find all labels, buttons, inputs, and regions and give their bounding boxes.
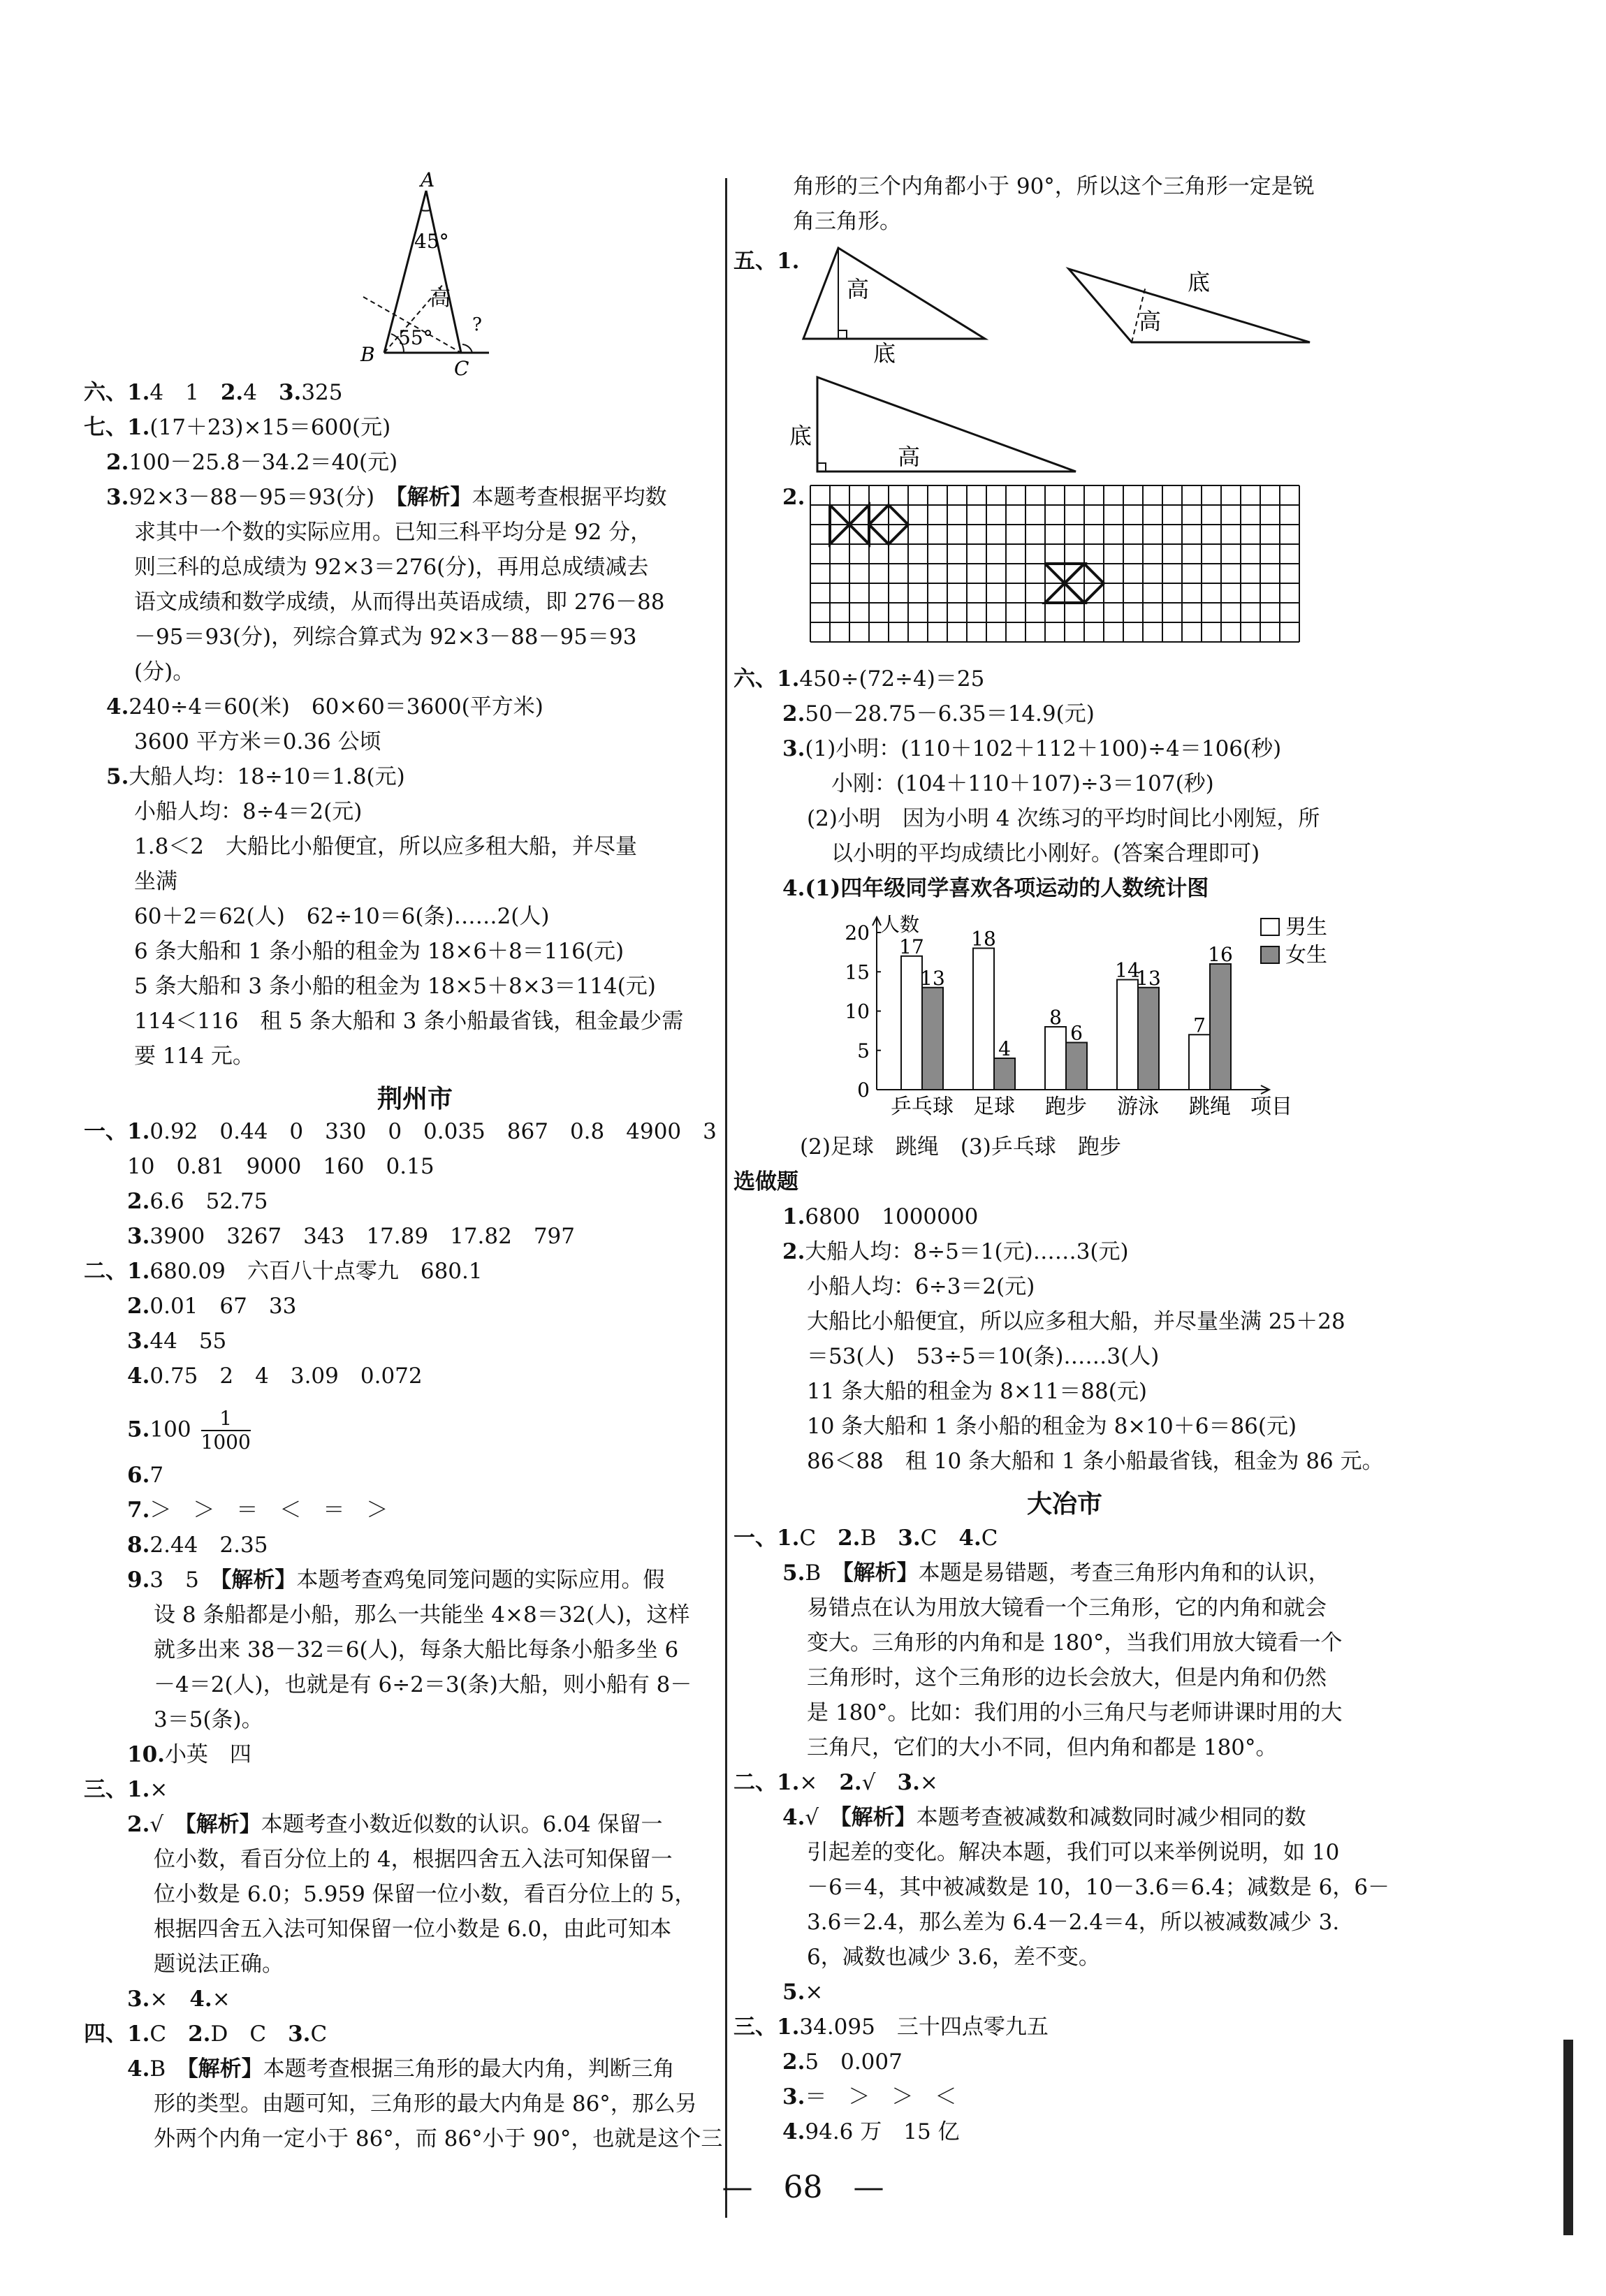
bar-value-label: 16 [1208, 943, 1233, 966]
o2e: 11 条大船的租金为 8×11＝88(元) [807, 1379, 1147, 1404]
l7-4a [106, 692, 543, 722]
d1-5a [782, 1558, 1330, 1588]
l7-1 [84, 412, 390, 443]
text: B [805, 1560, 843, 1586]
height-label: 高 [430, 286, 451, 311]
bar-boys [901, 956, 922, 1090]
bar-value-label: 8 [1049, 1006, 1062, 1029]
text: 本题考查小数近似数的认识。6.04 保留一 [261, 1812, 663, 1837]
q-num: 5. [782, 1560, 805, 1586]
text: C [149, 2021, 189, 2047]
text: √ [149, 1812, 186, 1837]
q-num: 2. [782, 2049, 805, 2075]
q-num: 5. [106, 764, 129, 789]
text: × [805, 1980, 824, 2005]
text: B [860, 1526, 898, 1551]
category-label: 跑步 [1045, 1095, 1087, 1119]
text: 100－25.8－34.2＝40(元) [129, 450, 398, 475]
text: ＝ ＞ ＞ ＜ [805, 2084, 957, 2109]
fig2-base-label: 底 [1188, 269, 1211, 295]
text: 2.44 2.35 [149, 1533, 268, 1558]
q-num: 2. [839, 1770, 862, 1795]
bar-girls [1210, 964, 1231, 1090]
d2-4a [782, 1802, 1306, 1833]
j2-6 [127, 1460, 163, 1491]
page-number: — 68 — [722, 2170, 884, 2205]
analysis-tag: 【解析】 [396, 485, 472, 510]
l7-3a [106, 482, 667, 513]
text: (1)小明：(110＋102＋112＋100)÷4＝106(秒) [805, 736, 1282, 761]
o1 [782, 1201, 978, 1232]
angle-c-arc [462, 344, 472, 353]
o2g: 86＜88 租 10 条大船和 1 条小船最省钱，租金为 86 元。 [807, 1449, 1384, 1474]
y-tick-label: 20 [845, 921, 870, 944]
bar-girls [1138, 988, 1159, 1090]
fig3-height-label: 高 [898, 444, 921, 470]
text: × [149, 1987, 190, 2012]
j3-2e: 题说法正确。 [154, 1952, 284, 1977]
category-label: 游泳 [1117, 1095, 1159, 1119]
question-mark: ? [472, 314, 482, 335]
d3-1 [733, 2012, 1049, 2042]
bar-boys [1189, 1034, 1210, 1090]
text: C [981, 1526, 998, 1551]
q-num: 3. [288, 2021, 311, 2047]
j1-1b: 10 0.81 9000 160 0.15 [127, 1154, 435, 1179]
fig3-base-label: 底 [789, 423, 812, 449]
q-num: 1. [782, 1204, 805, 1229]
q-num: 3. [898, 1526, 921, 1551]
fig2-height-label: 高 [1139, 308, 1162, 335]
d1-5b: 易错点在认为用放大镜看一个三角形，它的内角和就会 [807, 1595, 1327, 1621]
angle-45: 45° [414, 230, 449, 253]
d1-1 [733, 1523, 998, 1553]
q-num: 3. [897, 1770, 920, 1795]
text: × [919, 1770, 938, 1795]
q-num: 四、1. [84, 2021, 150, 2047]
j1-2 [127, 1186, 268, 1217]
text: 680.09 六百八十点零九 680.1 [149, 1259, 483, 1284]
q-num: 7. [127, 1498, 150, 1523]
angle-55: 55° [398, 326, 433, 349]
text: 3 5 [149, 1567, 221, 1593]
text: ＞ ＞ ＝ ＜ ＝ ＞ [149, 1498, 388, 1523]
j2-9b: 设 8 条船都是小船，那么一共能坐 4×8＝32(人)，这样 [154, 1602, 690, 1628]
l7-5e: 60＋2＝62(人) 62÷10＝6(条)……2(人) [134, 904, 550, 929]
r6-3d: 以小明的平均成绩比小刚好。(答案合理即可) [831, 841, 1260, 866]
o2a [782, 1236, 1129, 1267]
j2-5 [127, 1407, 251, 1454]
j2-7 [127, 1495, 388, 1526]
j3-2b: 位小数，看百分位上的 4，根据四舍五入法可知保留一 [154, 1847, 673, 1872]
j3-2a [127, 1809, 663, 1840]
j2-9c: 就多出来 38－32＝6(人)，每条大船比每条小船多坐 6 [154, 1637, 679, 1662]
text: 94.6 万 15 亿 [805, 2119, 960, 2144]
r5-label: 五、1. [733, 249, 800, 274]
bar-boys [1117, 980, 1138, 1090]
q-num: 4. [782, 1805, 805, 1830]
q-num: 3. [127, 1329, 150, 1354]
legend-swatch [1261, 946, 1279, 963]
page-number-value: 68 [783, 2170, 823, 2205]
l7-3d: 语文成绩和数学成绩，从而得出英语成绩，即 276－88 [134, 590, 665, 615]
text: C [799, 1526, 838, 1551]
bar-value-label: 6 [1070, 1021, 1083, 1045]
triangle-figure [314, 168, 608, 381]
bar-value-label: 7 [1193, 1014, 1206, 1037]
vertex-c: C [454, 357, 469, 380]
text: (17＋23)×15＝600(元) [149, 415, 391, 440]
l7-5g: 5 条大船和 3 条小船的租金为 18×5＋8×3＝114(元) [134, 974, 656, 999]
text: 本题考查根据三角形的最大内角，判断三角 [263, 2056, 675, 2082]
text: D C [210, 2021, 289, 2047]
j2-9d: －4＝2(人)，也就是有 6÷2＝3(条)大船，则小船有 8－ [154, 1672, 692, 1697]
l7-5c: 1.8＜2 大船比小船便宜，所以应多租大船，并尽量 [134, 834, 638, 859]
l7-5h: 114＜116 租 5 条大船和 3 条小船最省钱，租金最少需 [134, 1009, 684, 1034]
q-num: 9. [127, 1567, 150, 1593]
fig1-right-angle [838, 330, 847, 339]
j4-4a [127, 2054, 675, 2084]
q-num: 4. [958, 1526, 981, 1551]
text: 6.6 52.75 [149, 1189, 268, 1214]
r6-3c: (2)小明 因为小明 4 次练习的平均时间比小刚短，所 [807, 806, 1320, 831]
q-num: 3. [278, 380, 302, 405]
bar-value-label: 4 [998, 1037, 1011, 1060]
bar-value-label: 14 [1115, 958, 1140, 982]
text: × [799, 1770, 840, 1795]
o2d: ＝53(人) 53÷5＝10(条)……3(人) [807, 1344, 1160, 1369]
vertex-b: B [360, 343, 375, 366]
l7-3b: 求其中一个数的实际应用。已知三科平均分是 92 分， [134, 520, 652, 545]
text: 本题考查鸡兔同笼问题的实际应用。假 [296, 1567, 665, 1593]
analysis-tag: 【解析】 [187, 2056, 263, 2082]
r-top2: 角三角形。 [793, 209, 901, 234]
text: 44 55 [149, 1329, 227, 1354]
text: 大船人均：8÷5＝1(元)……3(元) [805, 1239, 1129, 1264]
text: C [920, 1526, 959, 1551]
j2-4 [127, 1361, 423, 1391]
q-num: 3. [782, 736, 805, 761]
q-num: 2. [127, 1294, 150, 1319]
text: 50－28.75－6.35＝14.9(元) [805, 701, 1095, 726]
analysis-tag: 【解析】 [842, 1560, 919, 1586]
q-num: 六、1. [84, 380, 150, 405]
fig3-right-angle [817, 463, 826, 471]
q-num: 5. [127, 1417, 150, 1442]
text: 100 [149, 1417, 191, 1442]
fig1-height-label: 高 [847, 276, 870, 302]
j2-3 [127, 1326, 226, 1357]
q-num: 三、1. [733, 2015, 800, 2040]
q-num: 三、1. [84, 1777, 150, 1802]
text: 0.01 67 33 [149, 1294, 297, 1319]
right-column [733, 0, 1432, 2235]
l7-5f: 6 条大船和 1 条小船的租金为 18×6＋8＝116(元) [134, 939, 625, 964]
fig3-triangle [817, 377, 1076, 471]
fraction [201, 1407, 251, 1454]
bar-girls [922, 988, 943, 1090]
d3-2 [782, 2047, 903, 2077]
y-tick-label: 5 [857, 1039, 870, 1062]
q-num: 2. [220, 380, 244, 405]
q-num: 2. [106, 450, 129, 475]
q-num: 3. [782, 2084, 805, 2109]
l7-5a [106, 761, 405, 792]
fig1-triangle [803, 248, 985, 339]
section-title-daye: 大冶市 [1027, 1490, 1103, 1519]
d2-4d: 3.6＝2.4，那么差为 6.4－2.4＝4，所以被减数减少 3. [807, 1910, 1340, 1935]
text: 4 1 [149, 380, 221, 405]
d3-3 [782, 2082, 956, 2112]
vertex-a: A [421, 168, 435, 191]
legend-swatch [1261, 919, 1279, 935]
j4-1 [84, 2019, 327, 2049]
o2f: 10 条大船和 1 条小船的租金为 8×10＋6＝86(元) [807, 1414, 1297, 1439]
q-num: 2. [127, 1812, 150, 1837]
j3-2c: 位小数是 6.0；5.959 保留一位小数，看百分位上的 5， [154, 1882, 696, 1907]
q-num: 2. [782, 1239, 805, 1264]
d2-4e: 6，减数也减少 3.6，差不变。 [807, 1945, 1100, 1970]
d1-5f: 三角尺，它们的大小不同，但内角和都是 180°。 [807, 1735, 1278, 1760]
optional-title: 选做题 [733, 1169, 798, 1194]
j2-9e: 3＝5(条)。 [154, 1707, 263, 1732]
q-num: 二、1. [733, 1770, 800, 1795]
j2-10 [127, 1739, 251, 1770]
j1-3 [127, 1221, 575, 1252]
bar-girls [1066, 1043, 1087, 1090]
o2c: 大船比小船便宜，所以应多租大船，并尽量坐满 25＋28 [807, 1309, 1345, 1334]
fraction-numerator: 1 [201, 1407, 251, 1431]
q-num: 2. [127, 1189, 150, 1214]
text: 240÷4＝60(米) 60×60＝3600(平方米) [129, 694, 543, 719]
q-num: 5. [782, 1980, 805, 2005]
q-num: 3. [127, 1224, 150, 1249]
q-num: 4. [127, 1363, 150, 1389]
text: 3900 3267 343 17.89 17.82 797 [149, 1224, 575, 1249]
d2-5 [782, 1977, 823, 2008]
text: 7 [149, 1463, 164, 1488]
y-axis-label: 人数 [880, 913, 920, 936]
r-top1: 角形的三个内角都小于 90°，所以这个三角形一定是锐 [793, 174, 1315, 199]
bar-girls [994, 1058, 1015, 1090]
fig1-base-label: 底 [873, 340, 896, 367]
q-num: 2. [838, 1526, 861, 1551]
j3-34 [127, 1984, 231, 2015]
text: 34.095 三十四点零九五 [799, 2015, 1049, 2040]
q-num: 一、1. [84, 1119, 150, 1144]
q-num: 4. [127, 2056, 150, 2082]
q-num: 六、1. [733, 666, 800, 692]
bar-value-label: 13 [1136, 966, 1161, 990]
bar-value-label: 18 [971, 927, 996, 951]
q-num: 4. [782, 876, 805, 901]
q-num: 2. [188, 2021, 211, 2047]
text: 本题是易错题，考查三角形内角和的认识， [918, 1560, 1330, 1586]
o2b: 小船人均：6÷3＝2(元) [807, 1274, 1035, 1299]
text: √ [805, 1805, 841, 1830]
l7-2 [106, 447, 397, 478]
y-tick-label: 0 [857, 1078, 870, 1102]
text: 6800 1000000 [805, 1204, 979, 1229]
j3-1 [84, 1774, 168, 1805]
l7-5b: 小船人均：8÷4＝2(元) [134, 799, 363, 824]
j3-2d: 根据四舍五入法可知保留一位小数是 6.0，由此可知本 [154, 1917, 672, 1942]
y-tick-label: 10 [845, 1000, 870, 1023]
j4-4c: 外两个内角一定小于 86°，而 86°小于 90°，也就是这个三 [154, 2126, 723, 2151]
bar-value-label: 17 [899, 935, 924, 958]
text: × [212, 1987, 231, 2012]
d1-5e: 是 180°。比如：我们用的小三角尺与老师讲课时用的大 [807, 1700, 1343, 1725]
analysis-tag: 【解析】 [220, 1567, 297, 1593]
bar-chart [824, 901, 1369, 1132]
square-grid [807, 482, 1310, 657]
text: 5 0.007 [805, 2049, 903, 2075]
text: 本题考查被减数和减数同时减少相同的数 [916, 1805, 1306, 1830]
legend-label: 女生 [1285, 943, 1327, 967]
l7-3e: －95＝93(分)，列综合算式为 92×3－88－95＝93 [134, 624, 637, 650]
l6-line [84, 377, 342, 408]
r6-3a [782, 733, 1281, 764]
text: 450÷(72÷4)＝25 [799, 666, 985, 692]
text: C [310, 2021, 328, 2047]
l7-4b: 3600 平方米＝0.36 公顷 [134, 729, 381, 754]
j1-1a [84, 1116, 717, 1147]
text: × [149, 1777, 168, 1802]
category-label: 乒乓球 [891, 1095, 954, 1119]
q-num: 4. [106, 694, 129, 719]
l7-3c: 则三科的总成绩为 92×3＝276(分)，再用总成绩减去 [134, 555, 649, 580]
q-num: 七、1. [84, 415, 150, 440]
text: 325 [301, 380, 343, 405]
j2-2 [127, 1291, 296, 1322]
l7-3f: (分)。 [134, 659, 195, 685]
bar-boys [1045, 1027, 1066, 1090]
text: √ [861, 1770, 898, 1795]
l7-5d: 坐满 [134, 869, 177, 894]
height-figures [789, 241, 1376, 478]
text: B [149, 2056, 188, 2082]
q-num: 3. [127, 1987, 150, 2012]
j2-8 [127, 1530, 268, 1560]
text: 大船人均：18÷10＝1.8(元) [129, 764, 405, 789]
legend-label: 男生 [1285, 915, 1327, 939]
d1-5c: 变大。三角形的内角和是 180°，当我们用放大镜看一个 [807, 1630, 1343, 1655]
r6-4-ans: (2)足球 跳绳 (3)乒乓球 跑步 [800, 1134, 1121, 1160]
q-num: 4. [189, 1987, 212, 2012]
text: 0.75 2 4 3.09 0.072 [149, 1363, 423, 1389]
d2-4b: 引起差的变化。解决本题，我们可以来举例说明，如 10 [807, 1840, 1340, 1865]
r6-2 [782, 699, 1095, 729]
chart-title: (1)四年级同学喜欢各项运动的人数统计图 [805, 876, 1209, 901]
r5-2-label: 2. [782, 485, 805, 510]
bar-value-label: 13 [920, 966, 945, 990]
r6-4 [782, 873, 1209, 904]
q-num: 4. [782, 2119, 805, 2144]
j2-9a [127, 1565, 664, 1595]
angle-a-arc [421, 210, 430, 211]
j2-1 [84, 1256, 483, 1287]
q-num: 6. [127, 1463, 150, 1488]
l7-5i: 要 114 元。 [134, 1044, 254, 1069]
category-label: 足球 [973, 1095, 1015, 1119]
y-tick-label: 15 [845, 960, 870, 984]
q-num: 一、1. [733, 1526, 800, 1551]
analysis-tag: 【解析】 [185, 1812, 261, 1837]
text: 0.92 0.44 0 330 0 0.035 867 0.8 4900 3 [149, 1119, 717, 1144]
text: 小英 四 [164, 1742, 251, 1767]
q-num: 8. [127, 1533, 150, 1558]
q-num: 10. [127, 1742, 165, 1767]
category-label: 跳绳 [1189, 1095, 1231, 1119]
r6-3b: 小刚：(104＋110＋107)÷3＝107(秒) [831, 771, 1214, 796]
bar-boys [973, 949, 994, 1090]
d3-4 [782, 2116, 960, 2147]
q-num: 二、1. [84, 1259, 150, 1284]
r6-1 [733, 664, 984, 694]
text: 4 [243, 380, 279, 405]
x-axis-label: 项目 [1250, 1095, 1292, 1119]
d2-4c: －6＝4，其中被减数是 10，10－3.6＝6.4；减数是 6，6－ [807, 1875, 1390, 1900]
text: 本题考查根据平均数 [472, 485, 667, 510]
section-title-jingzhou: 荆州市 [377, 1085, 453, 1113]
q-num: 2. [782, 701, 805, 726]
left-column [84, 0, 782, 2235]
analysis-tag: 【解析】 [840, 1805, 917, 1830]
d2-1 [733, 1767, 938, 1798]
j4-4b: 形的类型。由题可知，三角形的最大内角是 86°，那么另 [154, 2091, 697, 2116]
text: 92×3－88－95＝93(分) [129, 485, 397, 510]
d1-5d: 三角形时，这个三角形的边长会放大，但是内角和仍然 [807, 1665, 1327, 1690]
fraction-denominator: 1000 [200, 1431, 251, 1454]
q-num: 3. [106, 485, 129, 510]
